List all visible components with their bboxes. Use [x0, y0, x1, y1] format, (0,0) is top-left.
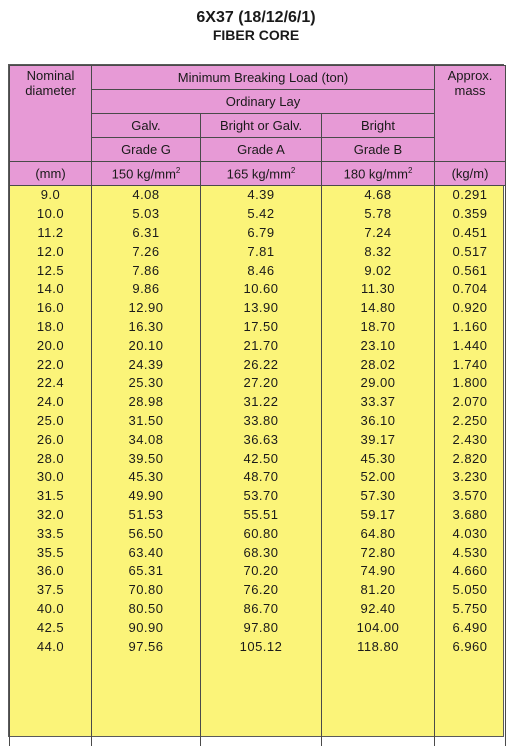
grade-g-cell: 20.10	[92, 336, 201, 355]
nominal-label: Nominal	[26, 68, 75, 83]
table-row	[10, 186, 506, 205]
grade-a-cell: 13.90	[201, 299, 322, 318]
rope-spec-sheet	[8, 64, 504, 737]
strength-a-value: 165 kg/mm	[226, 166, 291, 182]
mbl-header: Minimum Breaking Load (ton)	[92, 66, 435, 90]
grade-b-cell: 11.30	[322, 280, 435, 299]
strength-g-superscript: 2	[175, 165, 181, 175]
grade-a-cell: 7.81	[201, 242, 322, 261]
strength-b-header	[322, 162, 435, 186]
filler-cell	[201, 656, 322, 746]
grade-g-cell: 90.90	[92, 618, 201, 637]
diameter-cell: 18.0	[10, 318, 92, 337]
grade-g-header: Grade G	[92, 138, 201, 162]
diameter-cell: 37.5	[10, 581, 92, 600]
grade-b-cell: 8.32	[322, 242, 435, 261]
grade-a-cell: 8.46	[201, 261, 322, 280]
mass-cell: 1.800	[435, 374, 506, 393]
mass-cell: 0.359	[435, 205, 506, 224]
table-row	[10, 468, 506, 487]
bright-header: Bright	[322, 114, 435, 138]
table-row	[10, 393, 506, 412]
table-row	[10, 543, 506, 562]
diameter-cell: 25.0	[10, 412, 92, 431]
table-row	[10, 637, 506, 656]
table-header	[10, 66, 506, 186]
mass-cell: 2.250	[435, 412, 506, 431]
grade-b-cell: 45.30	[322, 449, 435, 468]
strength-b-value: 180 kg/mm	[343, 166, 408, 182]
grade-a-cell: 31.22	[201, 393, 322, 412]
mass-cell: 5.750	[435, 600, 506, 619]
grade-a-cell: 55.51	[201, 506, 322, 525]
bright-or-galv-header: Bright or Galv.	[201, 114, 322, 138]
diameter-cell: 11.2	[10, 224, 92, 243]
grade-g-cell: 70.80	[92, 581, 201, 600]
table-row	[10, 355, 506, 374]
grade-a-cell: 76.20	[201, 581, 322, 600]
grade-g-cell: 63.40	[92, 543, 201, 562]
page-title: 6X37 (18/12/6/1)	[196, 9, 316, 26]
grade-b-cell: 92.40	[322, 600, 435, 619]
grade-a-cell: 26.22	[201, 355, 322, 374]
mass-cell: 4.660	[435, 562, 506, 581]
filler-cell	[10, 656, 92, 746]
diameter-cell: 36.0	[10, 562, 92, 581]
grade-b-cell: 118.80	[322, 637, 435, 656]
table-row	[10, 318, 506, 337]
table-row	[10, 524, 506, 543]
table-row	[10, 412, 506, 431]
table-row	[10, 562, 506, 581]
title-block	[0, 0, 512, 52]
mass-cell: 0.704	[435, 280, 506, 299]
diameter-cell: 10.0	[10, 205, 92, 224]
grade-b-cell: 52.00	[322, 468, 435, 487]
grade-b-cell: 5.78	[322, 205, 435, 224]
filler-cell	[435, 656, 506, 746]
grade-g-cell: 6.31	[92, 224, 201, 243]
grade-a-cell: 27.20	[201, 374, 322, 393]
grade-a-cell: 97.80	[201, 618, 322, 637]
diameter-cell: 26.0	[10, 430, 92, 449]
diameter-cell: 33.5	[10, 524, 92, 543]
diameter-cell: 32.0	[10, 506, 92, 525]
kgm-unit-header: (kg/m)	[435, 162, 506, 186]
diameter-cell: 24.0	[10, 393, 92, 412]
grade-a-cell: 33.80	[201, 412, 322, 431]
diameter-cell: 31.5	[10, 487, 92, 506]
diameter-cell: 12.5	[10, 261, 92, 280]
table-row	[10, 336, 506, 355]
table-row	[10, 205, 506, 224]
grade-a-cell: 60.80	[201, 524, 322, 543]
grade-g-cell: 4.08	[92, 186, 201, 205]
grade-g-cell: 34.08	[92, 430, 201, 449]
mass-cell: 0.517	[435, 242, 506, 261]
filler-row	[10, 656, 506, 746]
breaking-load-table	[9, 65, 506, 746]
grade-b-cell: 74.90	[322, 562, 435, 581]
mass-cell: 5.050	[435, 581, 506, 600]
table-row	[10, 374, 506, 393]
table-row	[10, 618, 506, 637]
grade-g-cell: 31.50	[92, 412, 201, 431]
table-row	[10, 261, 506, 280]
strength-b-superscript: 2	[407, 165, 413, 175]
grade-g-cell: 7.86	[92, 261, 201, 280]
mass-cell: 2.820	[435, 449, 506, 468]
approx-mass-header	[435, 66, 506, 162]
grade-g-cell: 5.03	[92, 205, 201, 224]
grade-g-cell: 24.39	[92, 355, 201, 374]
grade-b-cell: 18.70	[322, 318, 435, 337]
grade-a-cell: 21.70	[201, 336, 322, 355]
diameter-cell: 44.0	[10, 637, 92, 656]
table-row	[10, 581, 506, 600]
diameter-cell: 9.0	[10, 186, 92, 205]
mass-cell: 0.291	[435, 186, 506, 205]
filler-cell	[92, 656, 201, 746]
table-row	[10, 224, 506, 243]
ordinary-lay-header: Ordinary Lay	[92, 90, 435, 114]
grade-b-header: Grade B	[322, 138, 435, 162]
galv-header: Galv.	[92, 114, 201, 138]
mass-cell: 6.960	[435, 637, 506, 656]
diameter-cell: 35.5	[10, 543, 92, 562]
grade-b-cell: 14.80	[322, 299, 435, 318]
diameter-cell: 28.0	[10, 449, 92, 468]
grade-b-cell: 39.17	[322, 430, 435, 449]
grade-b-cell: 36.10	[322, 412, 435, 431]
strength-g-value: 150 kg/mm	[111, 166, 176, 182]
grade-a-cell: 4.39	[201, 186, 322, 205]
grade-g-cell: 65.31	[92, 562, 201, 581]
grade-g-cell: 7.26	[92, 242, 201, 261]
grade-g-cell: 45.30	[92, 468, 201, 487]
grade-b-cell: 29.00	[322, 374, 435, 393]
grade-b-cell: 59.17	[322, 506, 435, 525]
grade-g-cell: 49.90	[92, 487, 201, 506]
strength-a-header	[201, 162, 322, 186]
mass-cell: 1.160	[435, 318, 506, 337]
table-row	[10, 280, 506, 299]
mass-cell: 4.030	[435, 524, 506, 543]
diameter-cell: 40.0	[10, 600, 92, 619]
grade-a-cell: 68.30	[201, 543, 322, 562]
mass-cell: 4.530	[435, 543, 506, 562]
grade-b-cell: 72.80	[322, 543, 435, 562]
mass-cell: 3.230	[435, 468, 506, 487]
grade-b-cell: 7.24	[322, 224, 435, 243]
approx-label: Approx.	[447, 68, 493, 83]
grade-a-cell: 10.60	[201, 280, 322, 299]
mass-cell: 2.430	[435, 430, 506, 449]
mass-cell: 1.740	[435, 355, 506, 374]
grade-b-cell: 81.20	[322, 581, 435, 600]
grade-a-cell: 70.20	[201, 562, 322, 581]
page-subtitle: FIBER CORE	[212, 27, 300, 43]
grade-g-cell: 51.53	[92, 506, 201, 525]
table-row	[10, 487, 506, 506]
diameter-cell: 16.0	[10, 299, 92, 318]
mass-cell: 1.440	[435, 336, 506, 355]
grade-g-cell: 12.90	[92, 299, 201, 318]
table-row	[10, 600, 506, 619]
grade-g-cell: 28.98	[92, 393, 201, 412]
grade-a-cell: 105.12	[201, 637, 322, 656]
nominal-diameter-header	[10, 66, 92, 162]
grade-a-cell: 53.70	[201, 487, 322, 506]
grade-a-cell: 86.70	[201, 600, 322, 619]
grade-a-cell: 5.42	[201, 205, 322, 224]
filler-cell	[322, 656, 435, 746]
table-row	[10, 242, 506, 261]
diameter-cell: 30.0	[10, 468, 92, 487]
diameter-cell: 42.5	[10, 618, 92, 637]
strength-a-superscript: 2	[290, 165, 296, 175]
grade-g-cell: 9.86	[92, 280, 201, 299]
grade-b-cell: 9.02	[322, 261, 435, 280]
grade-b-cell: 4.68	[322, 186, 435, 205]
mass-cell: 0.451	[435, 224, 506, 243]
strength-g-header	[92, 162, 201, 186]
grade-b-cell: 64.80	[322, 524, 435, 543]
diameter-cell: 20.0	[10, 336, 92, 355]
table-row	[10, 449, 506, 468]
diameter-cell: 22.4	[10, 374, 92, 393]
mass-cell: 0.561	[435, 261, 506, 280]
diameter-cell: 14.0	[10, 280, 92, 299]
grade-a-cell: 42.50	[201, 449, 322, 468]
grade-b-cell: 104.00	[322, 618, 435, 637]
mass-cell: 3.570	[435, 487, 506, 506]
diameter-cell: 22.0	[10, 355, 92, 374]
grade-b-cell: 33.37	[322, 393, 435, 412]
table-row	[10, 430, 506, 449]
mass-label: mass	[454, 83, 486, 98]
grade-a-cell: 48.70	[201, 468, 322, 487]
mm-unit-header: (mm)	[10, 162, 92, 186]
diameter-label: diameter	[25, 83, 76, 98]
mass-cell: 2.070	[435, 393, 506, 412]
grade-b-cell: 28.02	[322, 355, 435, 374]
table-row	[10, 299, 506, 318]
grade-b-cell: 57.30	[322, 487, 435, 506]
grade-g-cell: 16.30	[92, 318, 201, 337]
grade-a-header: Grade A	[201, 138, 322, 162]
diameter-cell: 12.0	[10, 242, 92, 261]
mass-cell: 0.920	[435, 299, 506, 318]
grade-g-cell: 56.50	[92, 524, 201, 543]
grade-a-cell: 36.63	[201, 430, 322, 449]
grade-a-cell: 17.50	[201, 318, 322, 337]
mass-cell: 3.680	[435, 506, 506, 525]
grade-a-cell: 6.79	[201, 224, 322, 243]
grade-g-cell: 80.50	[92, 600, 201, 619]
mass-cell: 6.490	[435, 618, 506, 637]
grade-g-cell: 25.30	[92, 374, 201, 393]
table-row	[10, 506, 506, 525]
grade-g-cell: 97.56	[92, 637, 201, 656]
grade-b-cell: 23.10	[322, 336, 435, 355]
table-body	[10, 186, 506, 746]
grade-g-cell: 39.50	[92, 449, 201, 468]
